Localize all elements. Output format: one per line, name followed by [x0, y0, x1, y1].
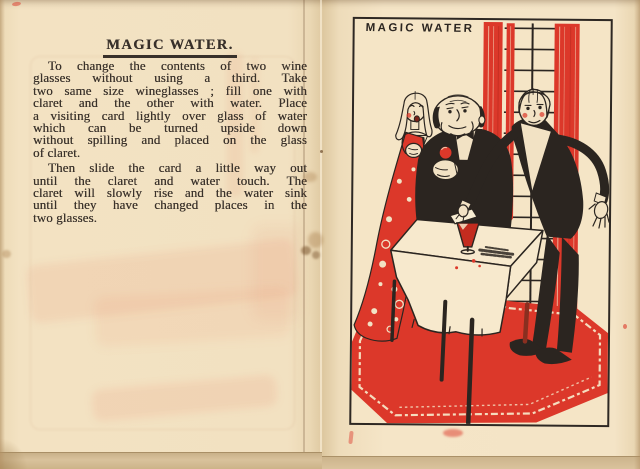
- paragraph: [33, 60, 307, 159]
- red-smudge: [443, 429, 463, 437]
- text-line: of claret.: [33, 144, 81, 160]
- illustration: [351, 19, 611, 425]
- show-through-ghost: [26, 238, 299, 324]
- page-title: MAGIC WATER.: [103, 37, 236, 58]
- red-speck: [623, 324, 627, 329]
- show-through-ghost: [94, 287, 291, 347]
- text-line: glasses without using a third. Take: [33, 70, 307, 86]
- show-through-ghost: [91, 374, 278, 422]
- text-line: without spilling and placed on the glass: [33, 132, 307, 148]
- text-line: To change the contents of two wine: [48, 58, 307, 73]
- page-bottom-edge: [322, 456, 640, 469]
- text-line: Then slide the card a little way out: [48, 160, 307, 176]
- illustration-frame: [349, 17, 613, 427]
- red-mark: [12, 1, 21, 6]
- text-line: claret will slowly rise and the water sink: [33, 185, 307, 201]
- instructions-text: [33, 60, 307, 224]
- page-bottom-edge: [0, 452, 322, 469]
- magician-hand: [458, 205, 468, 217]
- illustration-title: MAGIC WATER: [365, 21, 475, 35]
- glass-of-claret: [439, 146, 452, 159]
- man-head: [434, 96, 482, 136]
- page-title-wrap: [33, 36, 307, 58]
- page-fold-highlight: [320, 0, 322, 469]
- page-right-edge: [634, 0, 640, 469]
- text-line: claret and the other with water. Place: [33, 95, 307, 111]
- paragraph: [33, 162, 307, 224]
- page-fold-crease: [303, 0, 305, 469]
- text-line: which can be turned upside down: [33, 120, 307, 136]
- page-left-edge: [0, 0, 5, 469]
- magician-open-hand: [589, 200, 609, 228]
- text-line: until the claret and water touch. The: [33, 172, 307, 188]
- text-line: two glasses.: [33, 209, 98, 225]
- text-line: two same size wineglasses ; fill one with: [33, 82, 307, 98]
- text-line: a visiting card lightly over glass of water: [33, 107, 307, 123]
- text-line: until they have changed places in the: [33, 197, 307, 213]
- table-leg: [525, 304, 527, 341]
- red-drip: [348, 431, 353, 444]
- woman-hands: [406, 143, 422, 157]
- show-through-ghost: [252, 225, 300, 320]
